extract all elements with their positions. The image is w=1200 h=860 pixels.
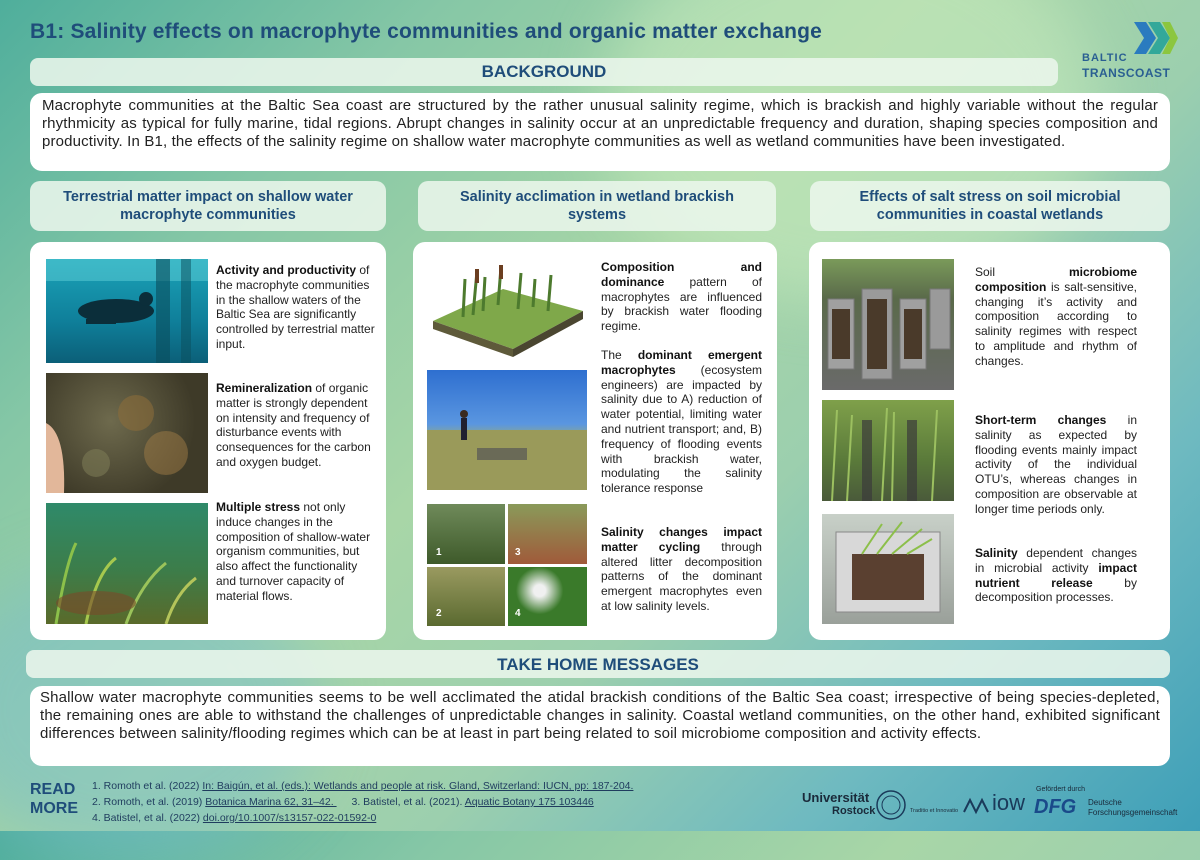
- read-more-line2: MORE: [30, 800, 78, 817]
- col1-remineralization-bold: Remineralization: [216, 381, 313, 395]
- col2-text-composition: [601, 260, 762, 334]
- iow-text: iow: [992, 790, 1026, 815]
- diver-underwater-photo: [46, 259, 208, 363]
- logo-text-baltic: BALTIC: [1082, 52, 1128, 64]
- iow-logo: [962, 788, 1026, 820]
- take-home-heading-bar: [26, 650, 1170, 678]
- col3-short-term-bold: Short-term changes: [975, 413, 1107, 427]
- col2-dominant-pre: The: [601, 348, 638, 362]
- col3-nutrient-bold1: Salinity: [975, 546, 1018, 560]
- seedlings-tray-photo: [822, 514, 954, 624]
- reference-2-3-row: [92, 794, 633, 810]
- field-site-photo: [427, 370, 587, 490]
- take-home-heading: TAKE HOME MESSAGES: [497, 655, 699, 674]
- col3-text-short-term: [975, 413, 1137, 517]
- soil-trays-photo: [822, 259, 954, 390]
- col1-activity-bold: Activity and productivity: [216, 263, 357, 277]
- university-seal-icon: [876, 790, 906, 820]
- col2-dominant-bold: dominant emergent macrophytes: [601, 348, 762, 377]
- baltic-transcoast-logo: [1080, 22, 1180, 82]
- col1-multiple-stress-rest: not only induce changes in the composition of shallow-water organism communities, but also affect the functionality and turnover capacity of material flows.: [216, 500, 371, 603]
- reference-2-link[interactable]: Botanica Marina 62, 31–42.: [205, 796, 337, 808]
- iow-wave-icon: [962, 796, 990, 816]
- species-label-2: 2: [436, 608, 442, 619]
- col3-text-microbiome: [975, 265, 1137, 369]
- university-rostock-logo: [802, 790, 959, 822]
- reference-1-authors: 1. Romoth et al. (2022): [92, 780, 203, 792]
- col2-composition-bold: Composition and dominance: [601, 260, 762, 289]
- column-1-card: [30, 242, 386, 640]
- reference-4-link[interactable]: doi.org/10.1007/s13157-022-01592-0: [202, 812, 377, 824]
- reference-1-link[interactable]: In: Baigún, et al. (eds.): Wetlands and people at risk. Gland, Switzerland: IUCN, pp: 187-204.: [202, 780, 634, 792]
- col3-text-nutrient: [975, 546, 1137, 605]
- dfg-logo: [1034, 786, 1184, 822]
- col3-microbiome-bold: microbiome composition: [975, 265, 1137, 294]
- col2-composition-rest: pattern of macrophytes are influenced by brackish water flooding regime.: [601, 274, 762, 334]
- species-photo-grid: [427, 504, 587, 626]
- uni-name-line2: Rostock: [832, 805, 876, 817]
- column-3-card: [809, 242, 1170, 640]
- dfg-funded-by: Gefördert durch: [1036, 786, 1086, 793]
- read-more-label: [30, 780, 78, 818]
- col1-text-remineralization: [216, 381, 378, 470]
- col2-dominant-rest: (ecosystem engineers) are impacted by salinity due to A) reduction of water potential, limiting water and nutrient transport; and, B) frequency of flooding events with brackish water, modulating the salinity tolerance response: [601, 362, 762, 496]
- background-heading: BACKGROUND: [481, 62, 607, 81]
- column-2-card: [413, 242, 777, 640]
- col3-microbiome-pre: Soil: [975, 265, 1069, 279]
- reference-3-link[interactable]: Aquatic Botany 175 103446: [464, 796, 594, 808]
- seagrass-photo: [46, 503, 208, 624]
- col3-nutrient-bold2: impact nutrient release: [975, 560, 1137, 590]
- uni-name-line1: Universität: [802, 790, 870, 805]
- column-2-heading: Salinity acclimation in wetland brackish systems: [418, 181, 776, 231]
- take-home-card: [30, 686, 1170, 766]
- logo-text-transcoast: TRANSCOAST: [1082, 66, 1171, 80]
- col2-text-matter-cycling: [601, 525, 762, 614]
- reference-4-authors: 4. Batistel, et al. (2022): [92, 812, 203, 824]
- chevron-logo-icon: [1134, 22, 1178, 54]
- poster-title: B1: Salinity effects on macrophyte communities and organic matter exchange: [30, 20, 823, 43]
- reference-1: [92, 778, 633, 794]
- reference-4: [92, 810, 633, 826]
- dfg-name-line1: Deutsche: [1088, 798, 1122, 807]
- species-label-3: 3: [515, 547, 521, 558]
- col2-matter-cycling-bold: Salinity changes impact matter cycling: [601, 525, 762, 554]
- col1-text-multiple-stress: [216, 500, 378, 604]
- col3-short-term-rest: in salinity as expected by flooding events mainly impact activity of the individual OTU’s, whereas changes in composition are observable at longer time periods only.: [975, 413, 1137, 516]
- dfg-acronym: DFG: [1034, 796, 1077, 818]
- col2-matter-cycling-rest: through altered litter decomposition patterns of the dominant emergent macrophytes even at low salinity levels.: [601, 539, 762, 613]
- species-label-4: 4: [515, 608, 521, 619]
- col3-nutrient-rest: by decomposition processes.: [975, 575, 1137, 605]
- col1-activity-rest: of the macrophyte communities in the shallow waters of the Baltic Sea are significantly controlled by terrestrial matter input.: [216, 263, 375, 351]
- reference-3-authors: 3. Batistel, et al. (2021).: [351, 796, 465, 808]
- col3-microbiome-rest: is salt-sensitive, changing it’s activity and composition according to salinity regimes with respect to amplitude and rhythm of changes.: [975, 279, 1137, 368]
- col3-nutrient-mid: dependent changes in microbial activity: [975, 546, 1137, 575]
- col1-remineralization-rest: of organic matter is strongly dependent on intensity and frequency of disturbance events with consequences for the carbon and oxygen budget.: [216, 381, 371, 469]
- mesocosm-grass-photo: [822, 400, 954, 501]
- dfg-name-line2: Forschungsgemeinschaft: [1088, 808, 1178, 817]
- column-1-heading: Terrestrial matter impact on shallow water macrophyte communities: [30, 181, 386, 231]
- col2-text-dominant: [601, 348, 762, 496]
- col1-multiple-stress-bold: Multiple stress: [216, 500, 301, 514]
- background-heading-bar: [30, 58, 1058, 86]
- uni-motto: Traditio et Innovatio: [910, 808, 959, 814]
- references-list: [92, 778, 633, 826]
- column-3-heading: Effects of salt stress on soil microbial communities in coastal wetlands: [810, 181, 1170, 231]
- take-home-text: Shallow water macrophyte communities seems to be well acclimated the atidal brackish conditions of the Baltic Sea coast; irrespective of being species-depleted, the remaining ones are able to withstand the challenges of unpredictable changes in salinity. Coastal wetland communities, on the other hand, exhibited significant differences between salinity/flooding regimes which can be at least in part being related to soil microbiome composition and activity effects.: [40, 689, 1160, 743]
- rock-substrate-photo: [46, 373, 208, 493]
- background-text: Macrophyte communities at the Baltic Sea coast are structured by the rather unusual salinity regime, which is brackish and highly variable without the regular rhythmicity as typical for fully marine, tidal regions. Abrupt changes in salinity occur at an unpredictable frequency and duration, shaping species composition and productivity. In B1, the effects of the salinity regime on shallow water macrophyte communities as well as wetland communities have been investigated.: [42, 97, 1158, 151]
- wetland-mesocosm-illustration: [423, 259, 593, 359]
- background-card: [30, 93, 1170, 171]
- col1-text-activity: [216, 263, 378, 352]
- reference-2-authors: 2. Romoth, et al. (2019): [92, 796, 206, 808]
- species-label-1: 1: [436, 547, 442, 558]
- read-more-line1: READ: [30, 781, 76, 798]
